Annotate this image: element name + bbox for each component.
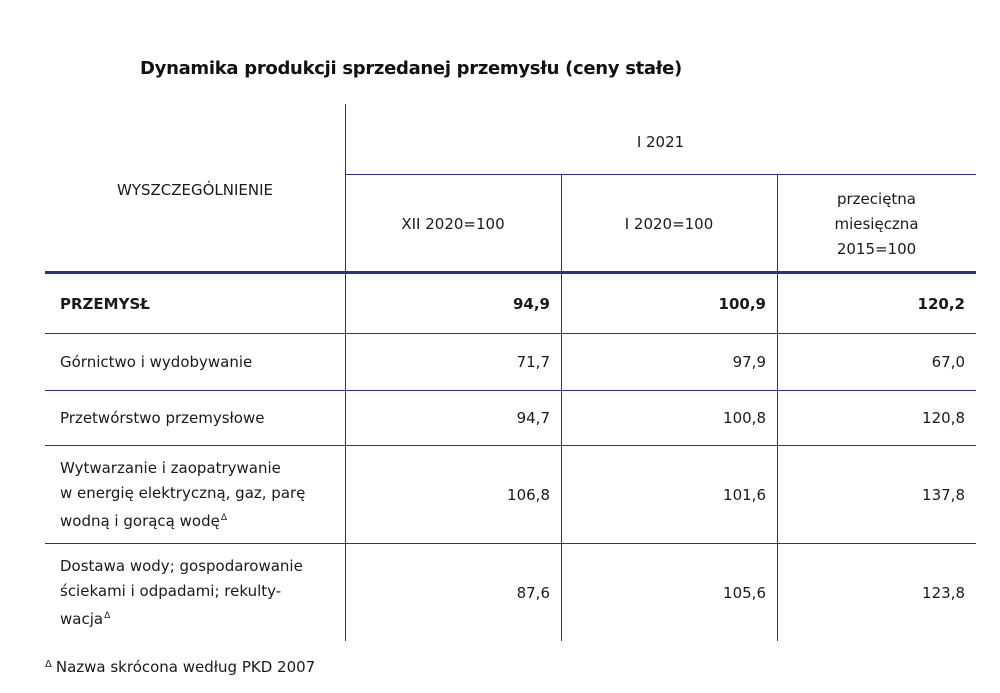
footnote-mark: Δ <box>220 512 228 523</box>
footnote <box>45 658 315 676</box>
row-value: 97,9 <box>732 353 766 371</box>
footnote-text: Nazwa skrócona według PKD 2007 <box>55 658 316 676</box>
row-label-line: w energię elektryczną, gaz, parę <box>60 483 306 502</box>
row-label: PRZEMYSŁ <box>60 294 150 313</box>
footnote-symbol: Δ <box>45 659 52 670</box>
row-label: Przetwórstwo przemysłowe <box>60 409 265 427</box>
row-value: 94,9 <box>512 294 550 313</box>
header-col-3-line-1: przeciętna <box>836 189 916 208</box>
row-label-line: wodną i gorącą wodę <box>60 511 220 530</box>
header-divider <box>345 174 976 175</box>
row-value: 94,7 <box>516 409 550 427</box>
row-value: 120,8 <box>922 409 965 427</box>
row-value: 137,8 <box>922 485 965 504</box>
header-col-1: XII 2020=100 <box>401 215 505 233</box>
header-col-2: I 2020=100 <box>624 215 714 233</box>
row-label <box>60 544 345 641</box>
table-title: Dynamika produkcji sprzedanej przemysłu (ceny stałe) <box>140 58 682 79</box>
row-label: Górnictwo i wydobywanie <box>60 353 253 371</box>
header-col-3-line-2: miesięczna <box>834 214 919 233</box>
row-value: 100,8 <box>723 409 766 427</box>
row-value: 67,0 <box>931 353 965 371</box>
row-label-line: Wytwarzanie i zaopatrywanie <box>60 458 281 477</box>
row-value: 101,6 <box>723 485 766 504</box>
header-col-3 <box>777 184 976 264</box>
header-row-label: WYSZCZEGÓLNIENIE <box>116 181 274 199</box>
row-value: 123,8 <box>922 583 965 602</box>
row-value: 71,7 <box>516 353 550 371</box>
row-value: 100,9 <box>718 294 766 313</box>
header-col-3-line-3: 2015=100 <box>836 239 917 258</box>
row-value: 87,6 <box>516 583 550 602</box>
row-label <box>60 446 345 543</box>
header-period: I 2021 <box>636 133 685 151</box>
row-label-line: ściekami i odpadami; rekulty- <box>60 581 282 600</box>
row-value: 106,8 <box>507 485 550 504</box>
row-value: 120,2 <box>917 294 965 313</box>
footnote-mark: Δ <box>104 610 111 621</box>
row-label-line: wacja <box>60 609 104 628</box>
row-label-line: Dostawa wody; gospodarowanie <box>60 556 303 575</box>
row-value: 105,6 <box>723 583 766 602</box>
